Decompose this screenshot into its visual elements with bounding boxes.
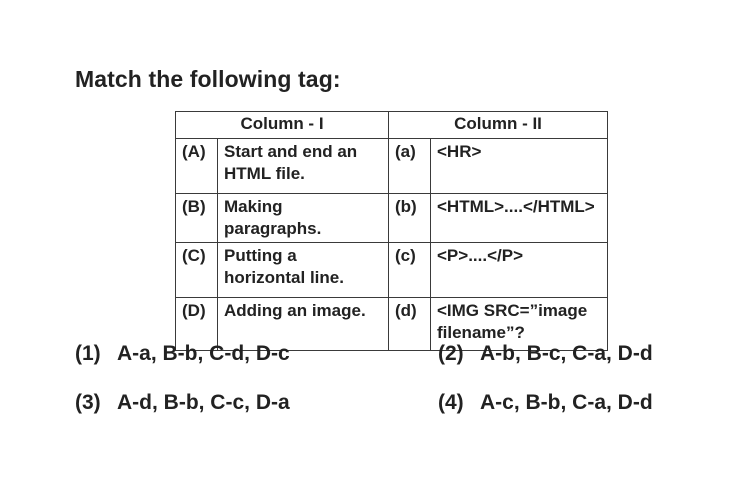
column-2-item: <IMG SRC=”image filename”? (431, 298, 608, 351)
row-key-a-lower: (a) (389, 139, 431, 194)
option-4[interactable] (438, 391, 653, 415)
column-2-item: <P>....</P> (431, 243, 608, 298)
column-2-item: <HR> (431, 139, 608, 194)
column-1-item: Start and end an HTML file. (218, 139, 389, 194)
row-key-d-upper: (D) (176, 298, 218, 351)
column-1-item: Putting a horizontal line. (218, 243, 389, 298)
option-2[interactable] (438, 342, 653, 366)
column-1-header: Column - I (176, 112, 389, 139)
option-number: (1) (75, 342, 101, 365)
row-key-c-lower: (c) (389, 243, 431, 298)
table-row (176, 139, 608, 194)
question-title: Match the following tag: (75, 66, 341, 92)
option-text: A-b, B-c, C-a, D-d (480, 342, 653, 365)
column-2-item: <HTML>....</HTML> (431, 194, 608, 243)
table-row (176, 194, 608, 243)
row-key-a-upper: (A) (176, 139, 218, 194)
match-table (175, 111, 608, 351)
row-key-c-upper: (C) (176, 243, 218, 298)
row-key-b-lower: (b) (389, 194, 431, 243)
option-1[interactable] (75, 342, 290, 366)
column-1-item: Adding an image. (218, 298, 389, 351)
option-number: (2) (438, 342, 464, 365)
option-number: (4) (438, 391, 464, 414)
column-1-item: Making paragraphs. (218, 194, 389, 243)
option-number: (3) (75, 391, 101, 414)
table-header-row (176, 112, 608, 139)
column-2-header: Column - II (389, 112, 608, 139)
row-key-b-upper: (B) (176, 194, 218, 243)
table-row (176, 243, 608, 298)
row-key-d-lower: (d) (389, 298, 431, 351)
option-text: A-a, B-b, C-d, D-c (117, 342, 290, 365)
option-3[interactable] (75, 391, 290, 415)
option-text: A-d, B-b, C-c, D-a (117, 391, 290, 414)
option-text: A-c, B-b, C-a, D-d (480, 391, 653, 414)
